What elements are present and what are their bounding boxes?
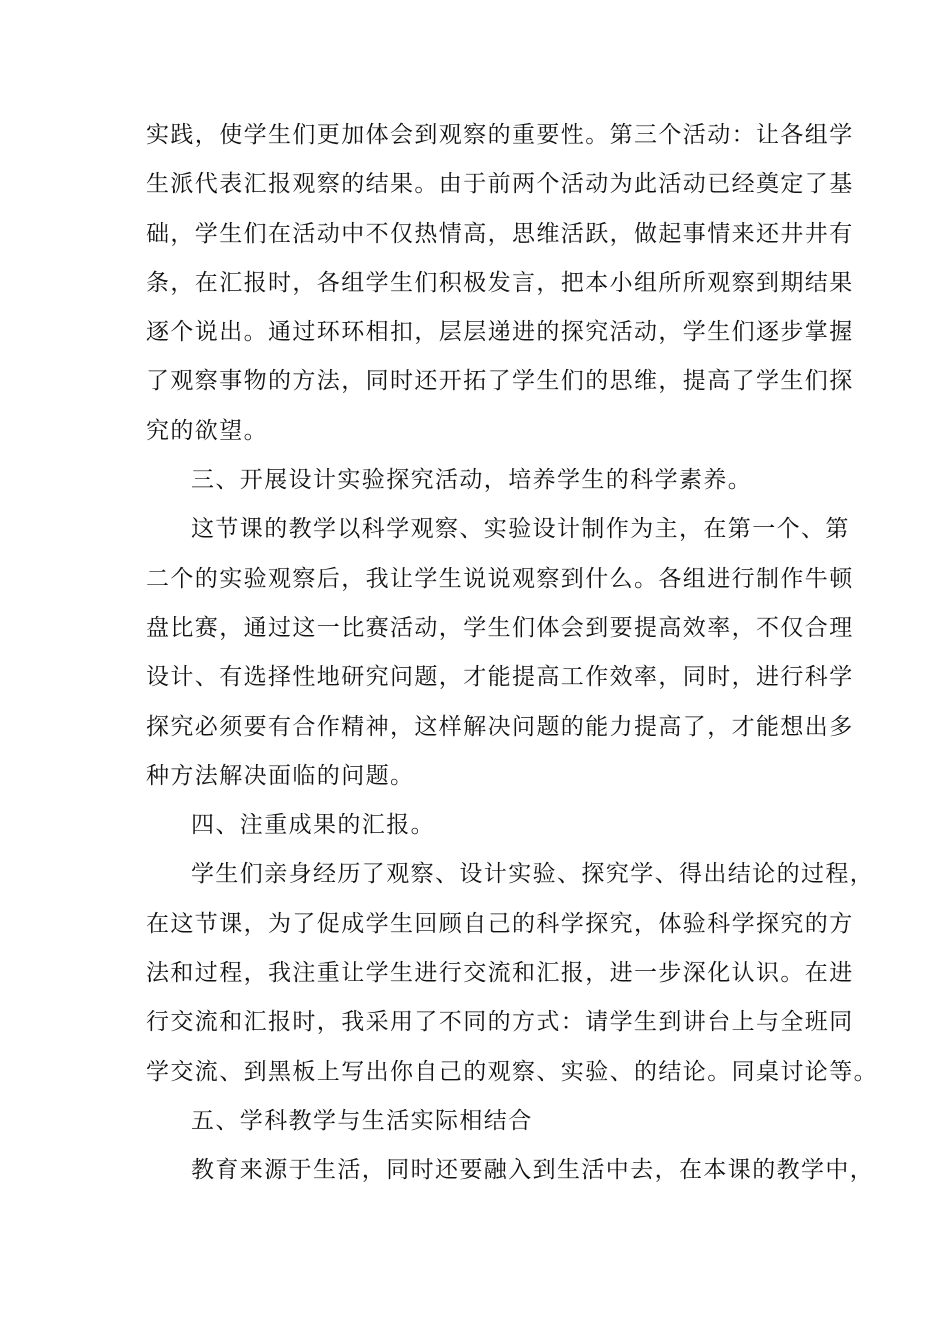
text-line: 学生们亲身经历了观察、设计实验、探究学、得出结论的过程，	[191, 861, 875, 888]
text-line: 生派代表汇报观察的结果。由于前两个活动为此活动已经奠定了基	[146, 171, 854, 198]
text-line: 三、开展设计实验探究活动，培养学生的科学素养。	[191, 467, 753, 494]
text-line: 在这节课，为了促成学生回顾自己的科学探究，体验科学探究的方	[146, 910, 854, 937]
text-line: 二个的实验观察后，我让学生说说观察到什么。各组进行制作牛顿	[146, 565, 854, 592]
text-line: 四、注重成果的汇报。	[191, 812, 435, 839]
text-line: 学交流、到黑板上写出你自己的观察、实验、的结论。同桌讨论等。	[146, 1058, 878, 1085]
text-line: 探究必须要有合作精神，这样解决问题的能力提高了，才能想出多	[146, 713, 854, 740]
text-line: 设计、有选择性地研究问题，才能提高工作效率，同时，进行科学	[146, 664, 854, 691]
text-line: 这节课的教学以科学观察、实验设计制作为主，在第一个、第	[191, 516, 850, 543]
body-text	[146, 111, 878, 1196]
text-line: 条，在汇报时，各组学生们积极发言，把本小组所所观察到期结果	[146, 269, 854, 296]
text-line: 教育来源于生活，同时还要融入到生活中去，在本课的教学中，	[191, 1157, 875, 1184]
text-line: 五、学科教学与生活实际相结合	[191, 1107, 533, 1134]
text-line: 行交流和汇报时，我采用了不同的方式：请学生到讲台上与全班同	[146, 1009, 854, 1036]
text-line: 了观察事物的方法，同时还开拓了学生们的思维，提高了学生们探	[146, 368, 854, 395]
text-line: 盘比赛，通过这一比赛活动，学生们体会到要提高效率，不仅合理	[146, 614, 854, 641]
text-line: 础，学生们在活动中不仅热情高，思维活跃，做起事情来还井井有	[146, 220, 854, 247]
text-line: 实践，使学生们更加体会到观察的重要性。第三个活动：让各组学	[146, 122, 854, 148]
text-line: 种方法解决面临的问题。	[146, 762, 415, 789]
text-line: 法和过程，我注重让学生进行交流和汇报，进一步深化认识。在进	[146, 960, 854, 987]
text-line: 逐个说出。通过环环相扣，层层递进的探究活动，学生们逐步掌握	[146, 319, 854, 346]
text-line: 究的欲望。	[146, 417, 268, 444]
